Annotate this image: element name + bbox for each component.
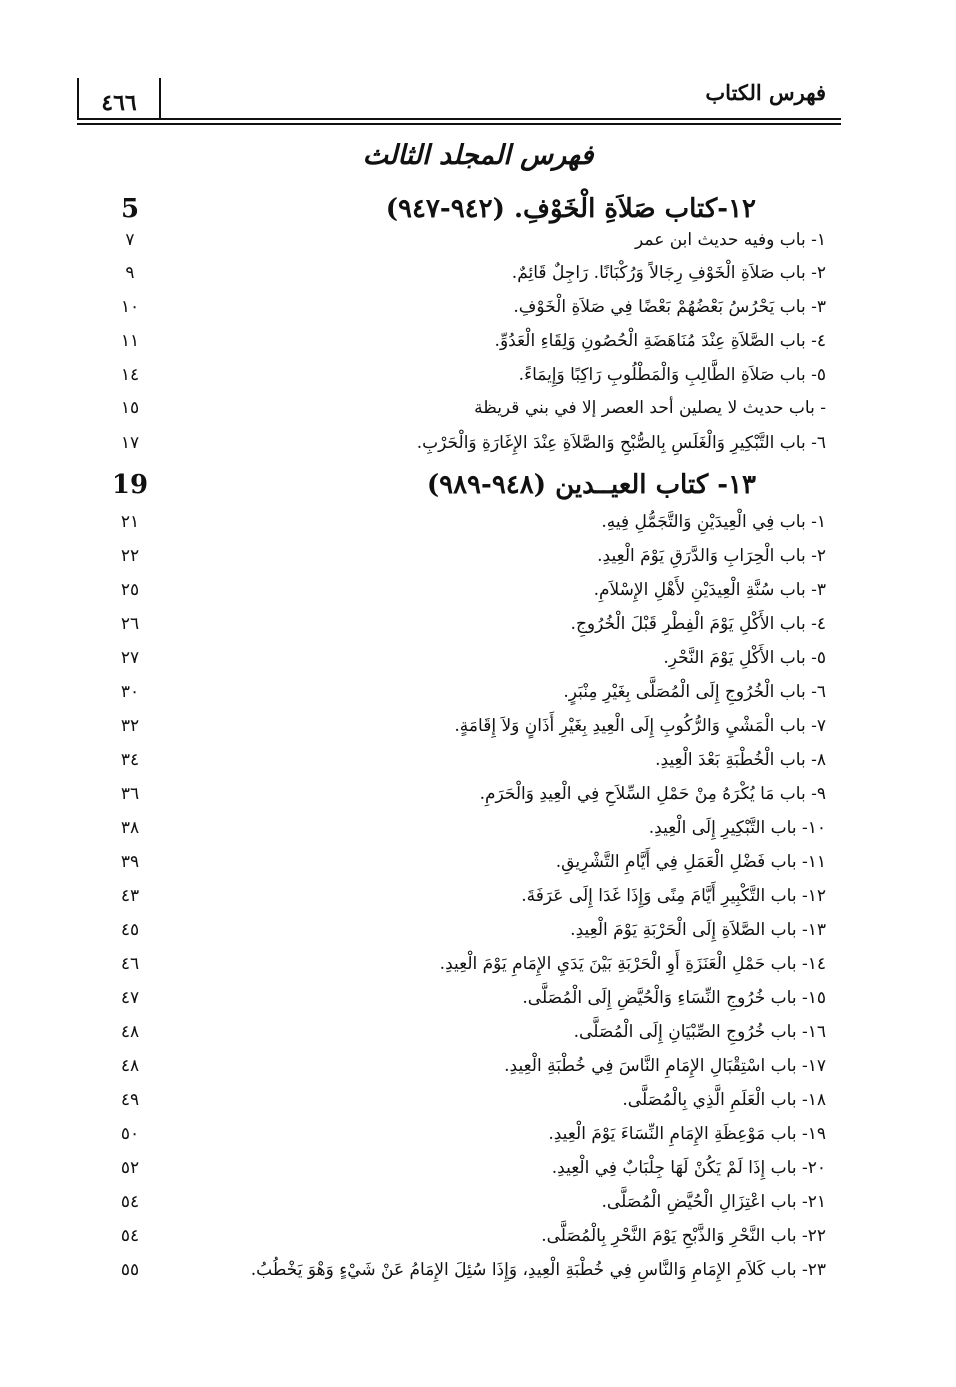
page-ref: ٥٤ bbox=[120, 1192, 140, 1212]
chapter-title: ٤- باب الصَّلاَةِ عِنْدَ مُنَاهَضَةِ الْحُصُونِ وَلِقَاءِ الْعَدُوِّ. bbox=[494, 331, 826, 351]
page-ref: ٢٥ bbox=[120, 580, 140, 600]
page-ref: ١٤ bbox=[120, 365, 140, 385]
chapter-title: ٦- باب الْخُرُوجِ إِلَى الْمُصَلَّى بِغَيْرِ مِنْبَرٍ. bbox=[563, 682, 826, 702]
chapter-title: - باب حديث لا يصلين أحد العصر إلا في بني قريظة bbox=[474, 398, 826, 418]
page-ref: ٣٢ bbox=[120, 716, 140, 736]
page-ref: 19 bbox=[111, 470, 149, 500]
chapter-title: ١- باب فِي الْعِيدَيْنِ وَالتَّجَمُّلِ فِيهِ. bbox=[601, 512, 826, 532]
chapter-title: ٢٠- باب إِذَا لَمْ يَكُنْ لَهَا جِلْبَابٌ فِي الْعِيدِ. bbox=[551, 1158, 826, 1178]
chapter-title: ٥- باب الأَكْلِ يَوْمَ النَّحْرِ. bbox=[663, 648, 826, 668]
chapter-title: ١٨- باب الْعَلَمِ الَّذِي بِالْمُصَلَّى. bbox=[622, 1090, 826, 1110]
page-ref: ١٥ bbox=[120, 398, 140, 418]
page-ref: ٤٥ bbox=[120, 920, 140, 940]
page-ref: ٧ bbox=[125, 230, 135, 250]
chapter-title: ١٢- باب التَّكْبِيرِ أَيَّامَ مِنًى وَإِذَا غَدَا إِلَى عَرَفَةَ. bbox=[521, 886, 826, 906]
page-ref: ٩ bbox=[125, 263, 135, 283]
chapter-title: ٥- باب صَلاَةِ الطَّالِبِ وَالْمَطْلُوبِ رَاكِبًا وَإِيمَاءً. bbox=[518, 365, 826, 385]
page-ref: ٣٠ bbox=[120, 682, 140, 702]
chapter-title: ٢- باب صَلاَةِ الْخَوْفِ رِجَالاً وَرُكْبَانًا. رَاجِلٌ قَائِمٌ. bbox=[511, 263, 826, 283]
page-ref: ٤٨ bbox=[120, 1022, 140, 1042]
chapter-title: ١٩- باب مَوْعِظَةِ الإِمَامِ النِّسَاءَ يَوْمَ الْعِيدِ. bbox=[548, 1124, 826, 1144]
chapter-title: ٢- باب الْحِرَابِ وَالدَّرَقِ يَوْمَ الْعِيدِ. bbox=[597, 546, 826, 566]
chapter-title: ١٦- باب خُرُوجِ الصِّبْيَانِ إِلَى الْمُصَلَّى. bbox=[573, 1022, 826, 1042]
page-number: ٤٦٦ bbox=[101, 90, 137, 116]
chapter-title: ٢٢- باب النَّحْرِ وَالذَّبْحِ يَوْمَ النَّحْرِ بِالْمُصَلَّى. bbox=[541, 1226, 826, 1246]
page-ref: ٢٧ bbox=[120, 648, 140, 668]
page-ref: ٥٤ bbox=[120, 1226, 140, 1246]
page-ref: ١٠ bbox=[120, 297, 140, 317]
chapter-title: ١١- باب فَضْلِ الْعَمَلِ فِي أَيَّامِ التَّشْرِيقِ. bbox=[555, 852, 826, 872]
page-ref: ٤٦ bbox=[120, 954, 140, 974]
running-header-title: فهرس الكتاب bbox=[705, 80, 826, 105]
page-ref: ٥٢ bbox=[120, 1158, 140, 1178]
chapter-title: ٤- باب الأَكْلِ يَوْمَ الْفِطْرِ قَبْلَ الْخُرُوجِ. bbox=[570, 614, 826, 634]
page-ref: ٤٧ bbox=[120, 988, 140, 1008]
page-ref: ٥٠ bbox=[120, 1124, 140, 1144]
chapter-title: ١٣- باب الصَّلاَةِ إِلَى الْحَرْبَةِ يَوْمَ الْعِيدِ. bbox=[570, 920, 826, 940]
book-title: ١٣- كتاب العيــدين (٩٤٨-٩٨٩) bbox=[426, 470, 756, 500]
chapter-title: ٢٣- باب كَلاَمِ الإِمَامِ وَالنَّاسِ فِي خُطْبَةِ الْعِيدِ، وَإِذَا سُئِلَ الإِمَامُ عَنْ شَيْءٍ وَهْوَ يَخْطُبُ. bbox=[250, 1260, 826, 1280]
page-ref: ٢٦ bbox=[120, 614, 140, 634]
page-ref: 5 bbox=[120, 194, 140, 224]
chapter-title: ٣- باب سُنَّةِ الْعِيدَيْنِ لأَهْلِ الإِسْلاَمِ. bbox=[593, 580, 826, 600]
chapter-title: ٧- باب الْمَشْيِ وَالرُّكُوبِ إِلَى الْعِيدِ بِغَيْرِ أَذَانٍ وَلاَ إِقَامَةٍ. bbox=[454, 716, 826, 736]
page-ref: ٢١ bbox=[120, 512, 140, 532]
chapter-title: ١٠- باب التَّبْكِيرِ إِلَى الْعِيدِ. bbox=[648, 818, 826, 838]
page-ref: ١١ bbox=[120, 331, 140, 351]
chapter-title: ١٧- باب اسْتِقْبَالِ الإِمَامِ النَّاسَ فِي خُطْبَةِ الْعِيدِ. bbox=[504, 1056, 826, 1076]
chapter-title: ٣- باب يَحْرُسُ بَعْضُهُمْ بَعْضًا فِي صَلاَةِ الْخَوْفِ. bbox=[513, 297, 826, 317]
header-rule bbox=[77, 118, 841, 120]
page-number-box bbox=[77, 78, 161, 120]
page-ref: ٣٨ bbox=[120, 818, 140, 838]
page-ref: ٣٦ bbox=[120, 784, 140, 804]
page-title: فهرس المجلد الثالث bbox=[362, 140, 594, 171]
page-ref: ٤٩ bbox=[120, 1090, 140, 1110]
page-ref: ٤٣ bbox=[120, 886, 140, 906]
chapter-title: ٦- باب التَّبْكِيرِ وَالْغَلَسِ بِالصُّبْحِ وَالصَّلاَةِ عِنْدَ الإِغَارَةِ وَالْحَرْبِ. bbox=[416, 433, 826, 453]
page-ref: ٢٢ bbox=[120, 546, 140, 566]
page-ref: ١٧ bbox=[120, 433, 140, 453]
page-ref: ٥٥ bbox=[120, 1260, 140, 1280]
chapter-title: ١٤- باب حَمْلِ الْعَنَزَةِ أَوِ الْحَرْبَةِ بَيْنَ يَدَيِ الإِمَامِ يَوْمَ الْعِيدِ. bbox=[439, 954, 826, 974]
chapter-title: ١٥- باب خُرُوجِ النِّسَاءِ وَالْحُيَّضِ إِلَى الْمُصَلَّى. bbox=[522, 988, 826, 1008]
header-rule-double bbox=[77, 123, 841, 125]
chapter-title: ٩- باب مَا يُكْرَهُ مِنْ حَمْلِ السِّلاَحِ فِي الْعِيدِ وَالْحَرَمِ. bbox=[479, 784, 826, 804]
page-ref: ٤٨ bbox=[120, 1056, 140, 1076]
book-title: ١٢-كتاب صَلاَةِ الْخَوْفِ. (٩٤٢-٩٤٧) bbox=[385, 194, 756, 224]
chapter-title: ٢١- باب اعْتِزَالِ الْحُيَّضِ الْمُصَلَّى. bbox=[601, 1192, 826, 1212]
chapter-title: ٨- باب الْخُطْبَةِ بَعْدَ الْعِيدِ. bbox=[655, 750, 826, 770]
page-ref: ٣٩ bbox=[120, 852, 140, 872]
page-ref: ٣٤ bbox=[120, 750, 140, 770]
chapter-title: ١- باب وفيه حديث ابن عمر bbox=[634, 230, 826, 250]
